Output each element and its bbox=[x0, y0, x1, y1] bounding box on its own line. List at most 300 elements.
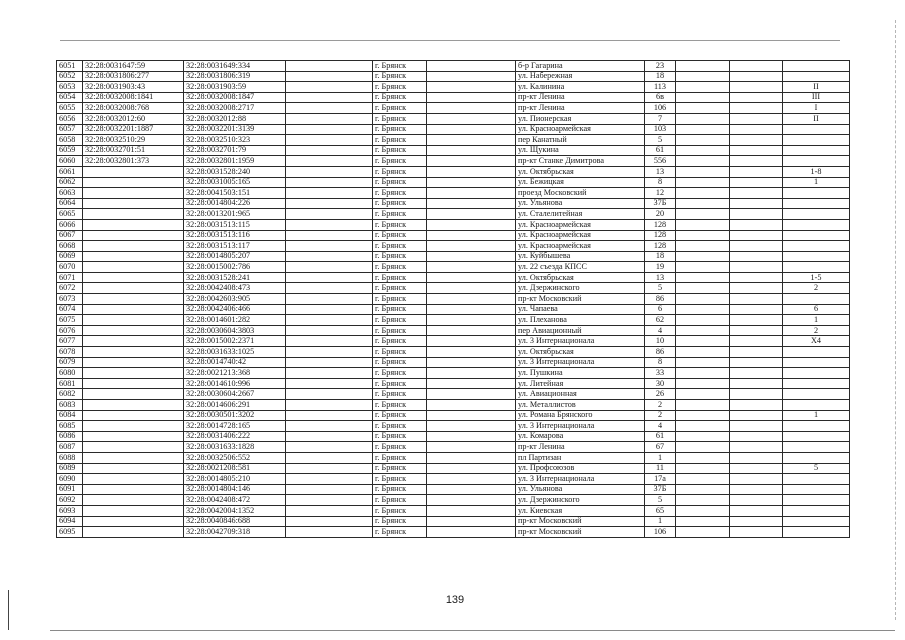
cell-empty bbox=[427, 410, 516, 421]
cell-empty bbox=[286, 294, 373, 305]
cell-house: 61 bbox=[645, 145, 676, 156]
registry-table bbox=[56, 60, 850, 538]
cell-cadastral-number: 32:28:0040846:688 bbox=[184, 516, 286, 527]
cell-city: г. Брянск bbox=[373, 410, 427, 421]
cell-street: ул. Киевская bbox=[516, 505, 645, 516]
cell-old-cadastral-number bbox=[83, 315, 184, 326]
cell-house: 113 bbox=[645, 82, 676, 93]
cell-empty bbox=[427, 156, 516, 167]
cell-row-number: 6095 bbox=[57, 527, 83, 538]
cell-empty bbox=[730, 368, 783, 379]
cell-house: 128 bbox=[645, 241, 676, 252]
cell-apartment bbox=[783, 368, 850, 379]
cell-empty bbox=[286, 516, 373, 527]
cell-old-cadastral-number bbox=[83, 400, 184, 411]
cell-city: г. Брянск bbox=[373, 463, 427, 474]
cell-empty bbox=[676, 177, 730, 188]
table-row bbox=[57, 516, 850, 527]
cell-empty bbox=[286, 378, 373, 389]
cell-city: г. Брянск bbox=[373, 241, 427, 252]
cell-apartment bbox=[783, 209, 850, 220]
cell-cadastral-number: 32:28:0014804:226 bbox=[184, 198, 286, 209]
cell-apartment bbox=[783, 219, 850, 230]
cell-empty bbox=[286, 156, 373, 167]
cell-old-cadastral-number: 32:28:0032801:373 bbox=[83, 156, 184, 167]
cell-street: ул. Литейная bbox=[516, 378, 645, 389]
cell-apartment bbox=[783, 442, 850, 453]
cell-city: г. Брянск bbox=[373, 516, 427, 527]
cell-empty bbox=[730, 347, 783, 358]
cell-city: г. Брянск bbox=[373, 113, 427, 124]
cell-empty bbox=[427, 505, 516, 516]
cell-cadastral-number: 32:28:0042603:905 bbox=[184, 294, 286, 305]
cell-cadastral-number: 32:28:0031903:59 bbox=[184, 82, 286, 93]
cell-empty bbox=[730, 294, 783, 305]
cell-empty bbox=[730, 219, 783, 230]
cell-cadastral-number: 32:28:0042408:473 bbox=[184, 283, 286, 294]
cell-cadastral-number: 32:28:0015002:786 bbox=[184, 262, 286, 273]
cell-empty bbox=[286, 336, 373, 347]
cell-row-number: 6071 bbox=[57, 272, 83, 283]
cell-apartment: III bbox=[783, 92, 850, 103]
cell-city: г. Брянск bbox=[373, 505, 427, 516]
table-row bbox=[57, 484, 850, 495]
cell-old-cadastral-number bbox=[83, 421, 184, 432]
cell-apartment bbox=[783, 505, 850, 516]
cell-old-cadastral-number bbox=[83, 177, 184, 188]
table-row bbox=[57, 272, 850, 283]
cell-row-number: 6088 bbox=[57, 452, 83, 463]
cell-empty bbox=[427, 389, 516, 400]
cell-old-cadastral-number bbox=[83, 389, 184, 400]
table-row bbox=[57, 347, 850, 358]
cell-apartment: II bbox=[783, 82, 850, 93]
cell-empty bbox=[286, 283, 373, 294]
cell-empty bbox=[676, 241, 730, 252]
cell-cadastral-number: 32:28:0014606:291 bbox=[184, 400, 286, 411]
cell-street: ул. Комарова bbox=[516, 431, 645, 442]
cell-city: г. Брянск bbox=[373, 315, 427, 326]
cell-street: ул. Металлистов bbox=[516, 400, 645, 411]
cell-apartment: Х4 bbox=[783, 336, 850, 347]
table-row bbox=[57, 262, 850, 273]
cell-city: г. Брянск bbox=[373, 378, 427, 389]
table-row bbox=[57, 410, 850, 421]
cell-apartment: II bbox=[783, 113, 850, 124]
cell-street: ул. 22 съезда КПСС bbox=[516, 262, 645, 273]
cell-row-number: 6059 bbox=[57, 145, 83, 156]
cell-cadastral-number: 32:28:0032510:323 bbox=[184, 135, 286, 146]
cell-apartment: 2 bbox=[783, 283, 850, 294]
cell-empty bbox=[427, 135, 516, 146]
table-row bbox=[57, 219, 850, 230]
cell-row-number: 6068 bbox=[57, 241, 83, 252]
cell-empty bbox=[730, 124, 783, 135]
cell-empty bbox=[730, 198, 783, 209]
cell-empty bbox=[676, 251, 730, 262]
table-row bbox=[57, 209, 850, 220]
cell-empty bbox=[427, 463, 516, 474]
cell-old-cadastral-number bbox=[83, 484, 184, 495]
cell-empty bbox=[427, 283, 516, 294]
cell-empty bbox=[427, 177, 516, 188]
cell-old-cadastral-number bbox=[83, 251, 184, 262]
cell-cadastral-number: 32:28:0014601:282 bbox=[184, 315, 286, 326]
cell-row-number: 6065 bbox=[57, 209, 83, 220]
cell-empty bbox=[676, 219, 730, 230]
cell-street: ул. 3 Интернационала bbox=[516, 357, 645, 368]
cell-street: пер Авиационный bbox=[516, 325, 645, 336]
cell-empty bbox=[286, 315, 373, 326]
table-row bbox=[57, 198, 850, 209]
table-row bbox=[57, 71, 850, 82]
cell-old-cadastral-number bbox=[83, 431, 184, 442]
cell-city: г. Брянск bbox=[373, 166, 427, 177]
cell-street: ул. Куйбышева bbox=[516, 251, 645, 262]
cell-empty bbox=[730, 463, 783, 474]
cell-apartment: 5 bbox=[783, 463, 850, 474]
cell-house: 19 bbox=[645, 262, 676, 273]
cell-empty bbox=[676, 145, 730, 156]
cell-empty bbox=[730, 505, 783, 516]
cell-city: г. Брянск bbox=[373, 272, 427, 283]
cell-empty bbox=[286, 230, 373, 241]
cell-street: ул. Романа Брянского bbox=[516, 410, 645, 421]
cell-house: 2 bbox=[645, 400, 676, 411]
cell-row-number: 6087 bbox=[57, 442, 83, 453]
cell-apartment bbox=[783, 198, 850, 209]
cell-street: пр-кт Станке Димитрова bbox=[516, 156, 645, 167]
cell-street: ул. Красноармейская bbox=[516, 241, 645, 252]
cell-empty bbox=[730, 71, 783, 82]
cell-empty bbox=[286, 82, 373, 93]
cell-old-cadastral-number: 32:28:0031806:277 bbox=[83, 71, 184, 82]
cell-apartment bbox=[783, 421, 850, 432]
cell-apartment bbox=[783, 71, 850, 82]
cell-empty bbox=[676, 527, 730, 538]
cell-apartment: 1 bbox=[783, 410, 850, 421]
table-row bbox=[57, 336, 850, 347]
cell-street: пл Партизан bbox=[516, 452, 645, 463]
cell-row-number: 6079 bbox=[57, 357, 83, 368]
cell-empty bbox=[676, 505, 730, 516]
table-row bbox=[57, 325, 850, 336]
cell-street: ул. Красноармейская bbox=[516, 124, 645, 135]
cell-empty bbox=[730, 241, 783, 252]
cell-old-cadastral-number bbox=[83, 219, 184, 230]
cell-row-number: 6075 bbox=[57, 315, 83, 326]
table-row bbox=[57, 368, 850, 379]
cell-empty bbox=[676, 336, 730, 347]
cell-street: пр-кт Московский bbox=[516, 527, 645, 538]
cell-empty bbox=[676, 516, 730, 527]
cell-empty bbox=[286, 198, 373, 209]
cell-empty bbox=[286, 262, 373, 273]
cell-apartment: I bbox=[783, 103, 850, 114]
cell-cadastral-number: 32:28:0032701:79 bbox=[184, 145, 286, 156]
cell-street: ул. Дзержинского bbox=[516, 283, 645, 294]
table-row bbox=[57, 431, 850, 442]
cell-cadastral-number: 32:28:0030604:2667 bbox=[184, 389, 286, 400]
cell-empty bbox=[730, 484, 783, 495]
registry-body bbox=[57, 61, 850, 538]
cell-empty bbox=[286, 389, 373, 400]
cell-empty bbox=[427, 103, 516, 114]
cell-city: г. Брянск bbox=[373, 368, 427, 379]
cell-cadastral-number: 32:28:0042004:1352 bbox=[184, 505, 286, 516]
cell-cadastral-number: 32:28:0031528:240 bbox=[184, 166, 286, 177]
cell-cadastral-number: 32:28:0015002:2371 bbox=[184, 336, 286, 347]
cell-empty bbox=[730, 251, 783, 262]
cell-empty bbox=[286, 71, 373, 82]
cell-apartment: 1 bbox=[783, 177, 850, 188]
cell-row-number: 6085 bbox=[57, 421, 83, 432]
cell-row-number: 6069 bbox=[57, 251, 83, 262]
cell-cadastral-number: 32:28:0032008:1847 bbox=[184, 92, 286, 103]
cell-empty bbox=[730, 336, 783, 347]
cell-city: г. Брянск bbox=[373, 177, 427, 188]
cell-street: ул. Чапаева bbox=[516, 304, 645, 315]
cell-row-number: 6057 bbox=[57, 124, 83, 135]
cell-cadastral-number: 32:28:0042709:318 bbox=[184, 527, 286, 538]
cell-apartment bbox=[783, 484, 850, 495]
cell-apartment bbox=[783, 389, 850, 400]
cell-row-number: 6062 bbox=[57, 177, 83, 188]
cell-empty bbox=[730, 378, 783, 389]
cell-house: 8 bbox=[645, 357, 676, 368]
cell-empty bbox=[286, 135, 373, 146]
cell-old-cadastral-number bbox=[83, 304, 184, 315]
cell-house: 12 bbox=[645, 188, 676, 199]
table-row bbox=[57, 177, 850, 188]
cell-old-cadastral-number: 32:28:0032012:60 bbox=[83, 113, 184, 124]
cell-empty bbox=[730, 315, 783, 326]
cell-old-cadastral-number bbox=[83, 272, 184, 283]
cell-empty bbox=[676, 103, 730, 114]
cell-city: г. Брянск bbox=[373, 251, 427, 262]
cell-apartment bbox=[783, 145, 850, 156]
cell-cadastral-number: 32:28:0032506:552 bbox=[184, 452, 286, 463]
cell-empty bbox=[286, 124, 373, 135]
cell-street: ул. Октябрьская bbox=[516, 347, 645, 358]
cell-cadastral-number: 32:28:0031513:117 bbox=[184, 241, 286, 252]
cell-house: 13 bbox=[645, 166, 676, 177]
cell-cadastral-number: 32:28:0021213:368 bbox=[184, 368, 286, 379]
cell-street: пр-кт Ленина bbox=[516, 92, 645, 103]
cell-apartment bbox=[783, 516, 850, 527]
cell-row-number: 6084 bbox=[57, 410, 83, 421]
cell-row-number: 6076 bbox=[57, 325, 83, 336]
cell-city: г. Брянск bbox=[373, 336, 427, 347]
cell-empty bbox=[730, 156, 783, 167]
cell-empty bbox=[427, 421, 516, 432]
table-row bbox=[57, 156, 850, 167]
cell-empty bbox=[286, 103, 373, 114]
cell-empty bbox=[286, 304, 373, 315]
table-row bbox=[57, 113, 850, 124]
cell-empty bbox=[427, 124, 516, 135]
cell-row-number: 6054 bbox=[57, 92, 83, 103]
cell-row-number: 6063 bbox=[57, 188, 83, 199]
cell-empty bbox=[730, 145, 783, 156]
cell-city: г. Брянск bbox=[373, 474, 427, 485]
cell-empty bbox=[676, 198, 730, 209]
cell-empty bbox=[730, 188, 783, 199]
cell-empty bbox=[427, 71, 516, 82]
cell-empty bbox=[427, 325, 516, 336]
cell-empty bbox=[286, 495, 373, 506]
cell-city: г. Брянск bbox=[373, 219, 427, 230]
cell-street: ул. Октябрьская bbox=[516, 166, 645, 177]
cell-empty bbox=[676, 421, 730, 432]
cell-house: 4 bbox=[645, 421, 676, 432]
cell-empty bbox=[676, 357, 730, 368]
cell-house: 17а bbox=[645, 474, 676, 485]
cell-apartment bbox=[783, 474, 850, 485]
cell-empty bbox=[286, 527, 373, 538]
cell-empty bbox=[676, 463, 730, 474]
cell-empty bbox=[427, 198, 516, 209]
cell-empty bbox=[676, 166, 730, 177]
table-row bbox=[57, 474, 850, 485]
cell-row-number: 6093 bbox=[57, 505, 83, 516]
cell-empty bbox=[427, 431, 516, 442]
cell-row-number: 6090 bbox=[57, 474, 83, 485]
cell-empty bbox=[676, 113, 730, 124]
cell-empty bbox=[427, 145, 516, 156]
cell-empty bbox=[676, 304, 730, 315]
cell-old-cadastral-number bbox=[83, 516, 184, 527]
cell-row-number: 6094 bbox=[57, 516, 83, 527]
cell-empty bbox=[427, 166, 516, 177]
cell-city: г. Брянск bbox=[373, 124, 427, 135]
cell-empty bbox=[676, 400, 730, 411]
cell-old-cadastral-number bbox=[83, 442, 184, 453]
cell-old-cadastral-number bbox=[83, 209, 184, 220]
cell-house: 5 bbox=[645, 495, 676, 506]
cell-empty bbox=[427, 82, 516, 93]
cell-empty bbox=[286, 272, 373, 283]
cell-empty bbox=[286, 113, 373, 124]
cell-empty bbox=[427, 336, 516, 347]
cell-empty bbox=[730, 135, 783, 146]
cell-empty bbox=[730, 103, 783, 114]
cell-empty bbox=[730, 527, 783, 538]
cell-empty bbox=[676, 474, 730, 485]
cell-house: 26 bbox=[645, 389, 676, 400]
cell-row-number: 6066 bbox=[57, 219, 83, 230]
cell-street: ул. Красноармейская bbox=[516, 230, 645, 241]
cell-old-cadastral-number bbox=[83, 283, 184, 294]
cell-cadastral-number: 32:28:0014728:165 bbox=[184, 421, 286, 432]
cell-city: г. Брянск bbox=[373, 198, 427, 209]
cell-empty bbox=[286, 251, 373, 262]
cell-empty bbox=[676, 209, 730, 220]
cell-empty bbox=[730, 113, 783, 124]
cell-cadastral-number: 32:28:0042406:466 bbox=[184, 304, 286, 315]
cell-street: ул. Ульянова bbox=[516, 198, 645, 209]
cell-empty bbox=[286, 325, 373, 336]
table-row bbox=[57, 283, 850, 294]
cell-old-cadastral-number bbox=[83, 230, 184, 241]
cell-old-cadastral-number: 32:28:0031903:43 bbox=[83, 82, 184, 93]
cell-old-cadastral-number: 32:28:0032201:1887 bbox=[83, 124, 184, 135]
cell-city: г. Брянск bbox=[373, 527, 427, 538]
table-row bbox=[57, 188, 850, 199]
cell-house: 106 bbox=[645, 103, 676, 114]
cell-empty bbox=[427, 347, 516, 358]
cell-old-cadastral-number bbox=[83, 188, 184, 199]
cell-row-number: 6086 bbox=[57, 431, 83, 442]
cell-city: г. Брянск bbox=[373, 325, 427, 336]
cell-cadastral-number: 32:28:0031806:319 bbox=[184, 71, 286, 82]
cell-empty bbox=[730, 262, 783, 273]
cell-cadastral-number: 32:28:0032012:88 bbox=[184, 113, 286, 124]
cell-empty bbox=[730, 304, 783, 315]
cell-street: ул. Плеханова bbox=[516, 315, 645, 326]
cell-empty bbox=[286, 241, 373, 252]
cell-house: 33 bbox=[645, 368, 676, 379]
cell-old-cadastral-number bbox=[83, 294, 184, 305]
cell-house: 128 bbox=[645, 219, 676, 230]
cell-street: ул. 3 Интернационала bbox=[516, 474, 645, 485]
cell-empty bbox=[286, 400, 373, 411]
cell-apartment bbox=[783, 400, 850, 411]
cell-house: 61 bbox=[645, 431, 676, 442]
cell-empty bbox=[676, 283, 730, 294]
cell-empty bbox=[730, 82, 783, 93]
cell-empty bbox=[730, 400, 783, 411]
cell-cadastral-number: 32:28:0014740:42 bbox=[184, 357, 286, 368]
cell-city: г. Брянск bbox=[373, 431, 427, 442]
cell-empty bbox=[427, 495, 516, 506]
cell-city: г. Брянск bbox=[373, 156, 427, 167]
cell-empty bbox=[730, 442, 783, 453]
cell-apartment bbox=[783, 378, 850, 389]
table-row bbox=[57, 452, 850, 463]
cell-cadastral-number: 32:28:0014804:146 bbox=[184, 484, 286, 495]
cell-apartment bbox=[783, 135, 850, 146]
cell-empty bbox=[286, 368, 373, 379]
cell-old-cadastral-number bbox=[83, 198, 184, 209]
cell-empty bbox=[427, 209, 516, 220]
cell-empty bbox=[286, 484, 373, 495]
cell-city: г. Брянск bbox=[373, 495, 427, 506]
cell-empty bbox=[427, 241, 516, 252]
cell-house: 106 bbox=[645, 527, 676, 538]
page-number: 139 bbox=[445, 594, 465, 606]
cell-empty bbox=[730, 61, 783, 72]
cell-city: г. Брянск bbox=[373, 421, 427, 432]
cell-old-cadastral-number: 32:28:0032008:1841 bbox=[83, 92, 184, 103]
cell-house: 65 bbox=[645, 505, 676, 516]
cell-empty bbox=[676, 325, 730, 336]
cell-cadastral-number: 32:28:0021208:581 bbox=[184, 463, 286, 474]
cell-city: г. Брянск bbox=[373, 304, 427, 315]
cell-old-cadastral-number bbox=[83, 378, 184, 389]
cell-empty bbox=[676, 389, 730, 400]
cell-cadastral-number: 32:28:0030501:3202 bbox=[184, 410, 286, 421]
cell-house: 6 bbox=[645, 304, 676, 315]
cell-apartment bbox=[783, 452, 850, 463]
cell-house: 37Б bbox=[645, 484, 676, 495]
cell-cadastral-number: 32:28:0014805:210 bbox=[184, 474, 286, 485]
cell-apartment: 1-5 bbox=[783, 272, 850, 283]
cell-city: г. Брянск bbox=[373, 61, 427, 72]
cell-empty bbox=[286, 188, 373, 199]
cell-house: 10 bbox=[645, 336, 676, 347]
cell-house: 5 bbox=[645, 283, 676, 294]
